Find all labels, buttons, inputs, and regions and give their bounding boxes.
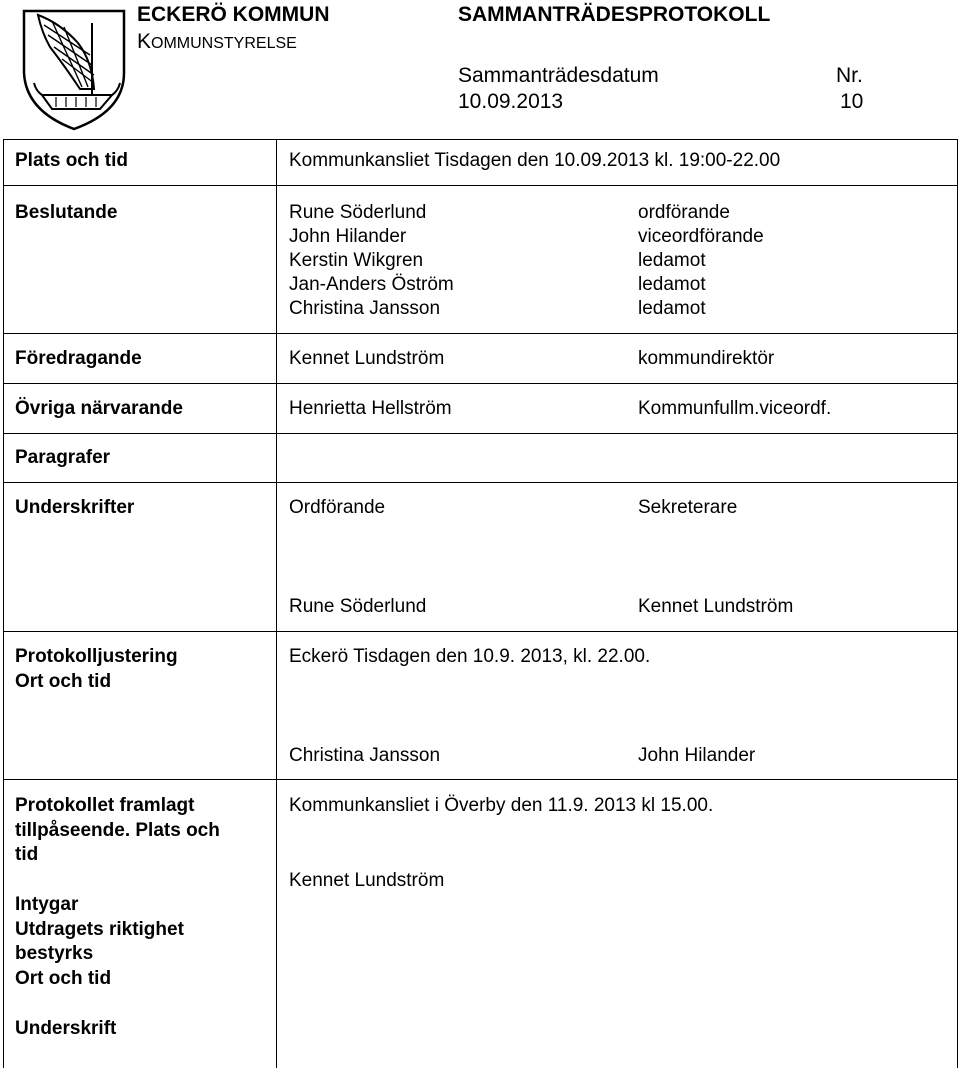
rule	[3, 333, 958, 334]
protocol-number: 10	[840, 90, 864, 113]
secretary-title: Sekreterare	[638, 497, 738, 518]
member-role: ledamot	[638, 250, 706, 271]
posted-value: Kommunkansliet i Överby den 11.9. 2013 kl 15.00.	[289, 795, 714, 816]
others-present-role: Kommunfullm.viceordf.	[638, 398, 832, 419]
presenter-label: Föredragande	[15, 348, 142, 369]
member-role: ledamot	[638, 298, 706, 319]
municipality-ship-logo	[20, 3, 132, 133]
rule	[957, 139, 958, 1068]
adjuster-signature: John Hilander	[638, 745, 756, 766]
paragraphs-label: Paragrafer	[15, 447, 111, 468]
board-name: KOMMUNSTYRELSE	[137, 30, 297, 53]
signature-label: Underskrift	[15, 1018, 117, 1039]
presenter-name: Kennet Lundström	[289, 348, 445, 369]
rule	[3, 185, 958, 186]
rule	[3, 779, 958, 780]
member-role: viceordförande	[638, 226, 764, 247]
member-name: Kerstin Wikgren	[289, 250, 424, 271]
meeting-date: 10.09.2013	[458, 90, 564, 113]
certification-label: Intygar Utdragets riktighet bestyrks Ort och tid	[15, 894, 184, 989]
member-role: ledamot	[638, 274, 706, 295]
document-type: SAMMANTRÄDESPROTOKOLL	[458, 3, 771, 26]
member-name: John Hilander	[289, 226, 407, 247]
meeting-date-label: Sammanträdesdatum	[458, 64, 659, 87]
rule	[276, 139, 277, 1068]
rule	[3, 139, 958, 140]
secretary-name: Kennet Lundström	[638, 596, 794, 617]
adjustment-value: Eckerö Tisdagen den 10.9. 2013, kl. 22.00.	[289, 646, 651, 667]
member-name: Jan-Anders Öström	[289, 274, 454, 295]
rule	[3, 482, 958, 483]
posted-by-name: Kennet Lundström	[289, 870, 445, 891]
rule	[3, 383, 958, 384]
place-time-label: Plats och tid	[15, 150, 128, 171]
others-present-name: Henrietta Hellström	[289, 398, 452, 419]
municipality-name: ECKERÖ KOMMUN	[137, 3, 330, 26]
chair-title: Ordförande	[289, 497, 386, 518]
member-name: Christina Jansson	[289, 298, 441, 319]
presenter-role: kommundirektör	[638, 348, 775, 369]
rule	[3, 139, 4, 1068]
adjustment-label: Protokolljustering Ort och tid	[15, 646, 178, 692]
others-present-label: Övriga närvarande	[15, 398, 183, 419]
decision-makers-label: Beslutande	[15, 202, 118, 223]
member-name: Rune Söderlund	[289, 202, 427, 223]
rule	[3, 631, 958, 632]
place-time-value: Kommunkansliet Tisdagen den 10.09.2013 kl. 19:00-22.00	[289, 150, 781, 171]
signatures-label: Underskrifter	[15, 497, 135, 518]
chair-name: Rune Söderlund	[289, 596, 427, 617]
member-role: ordförande	[638, 202, 730, 223]
posted-label: Protokollet framlagt tillpåseende. Plats och tid	[15, 795, 220, 865]
protocol-number-label: Nr.	[836, 64, 863, 87]
rule	[3, 433, 958, 434]
adjuster-signature: Christina Jansson	[289, 745, 441, 766]
